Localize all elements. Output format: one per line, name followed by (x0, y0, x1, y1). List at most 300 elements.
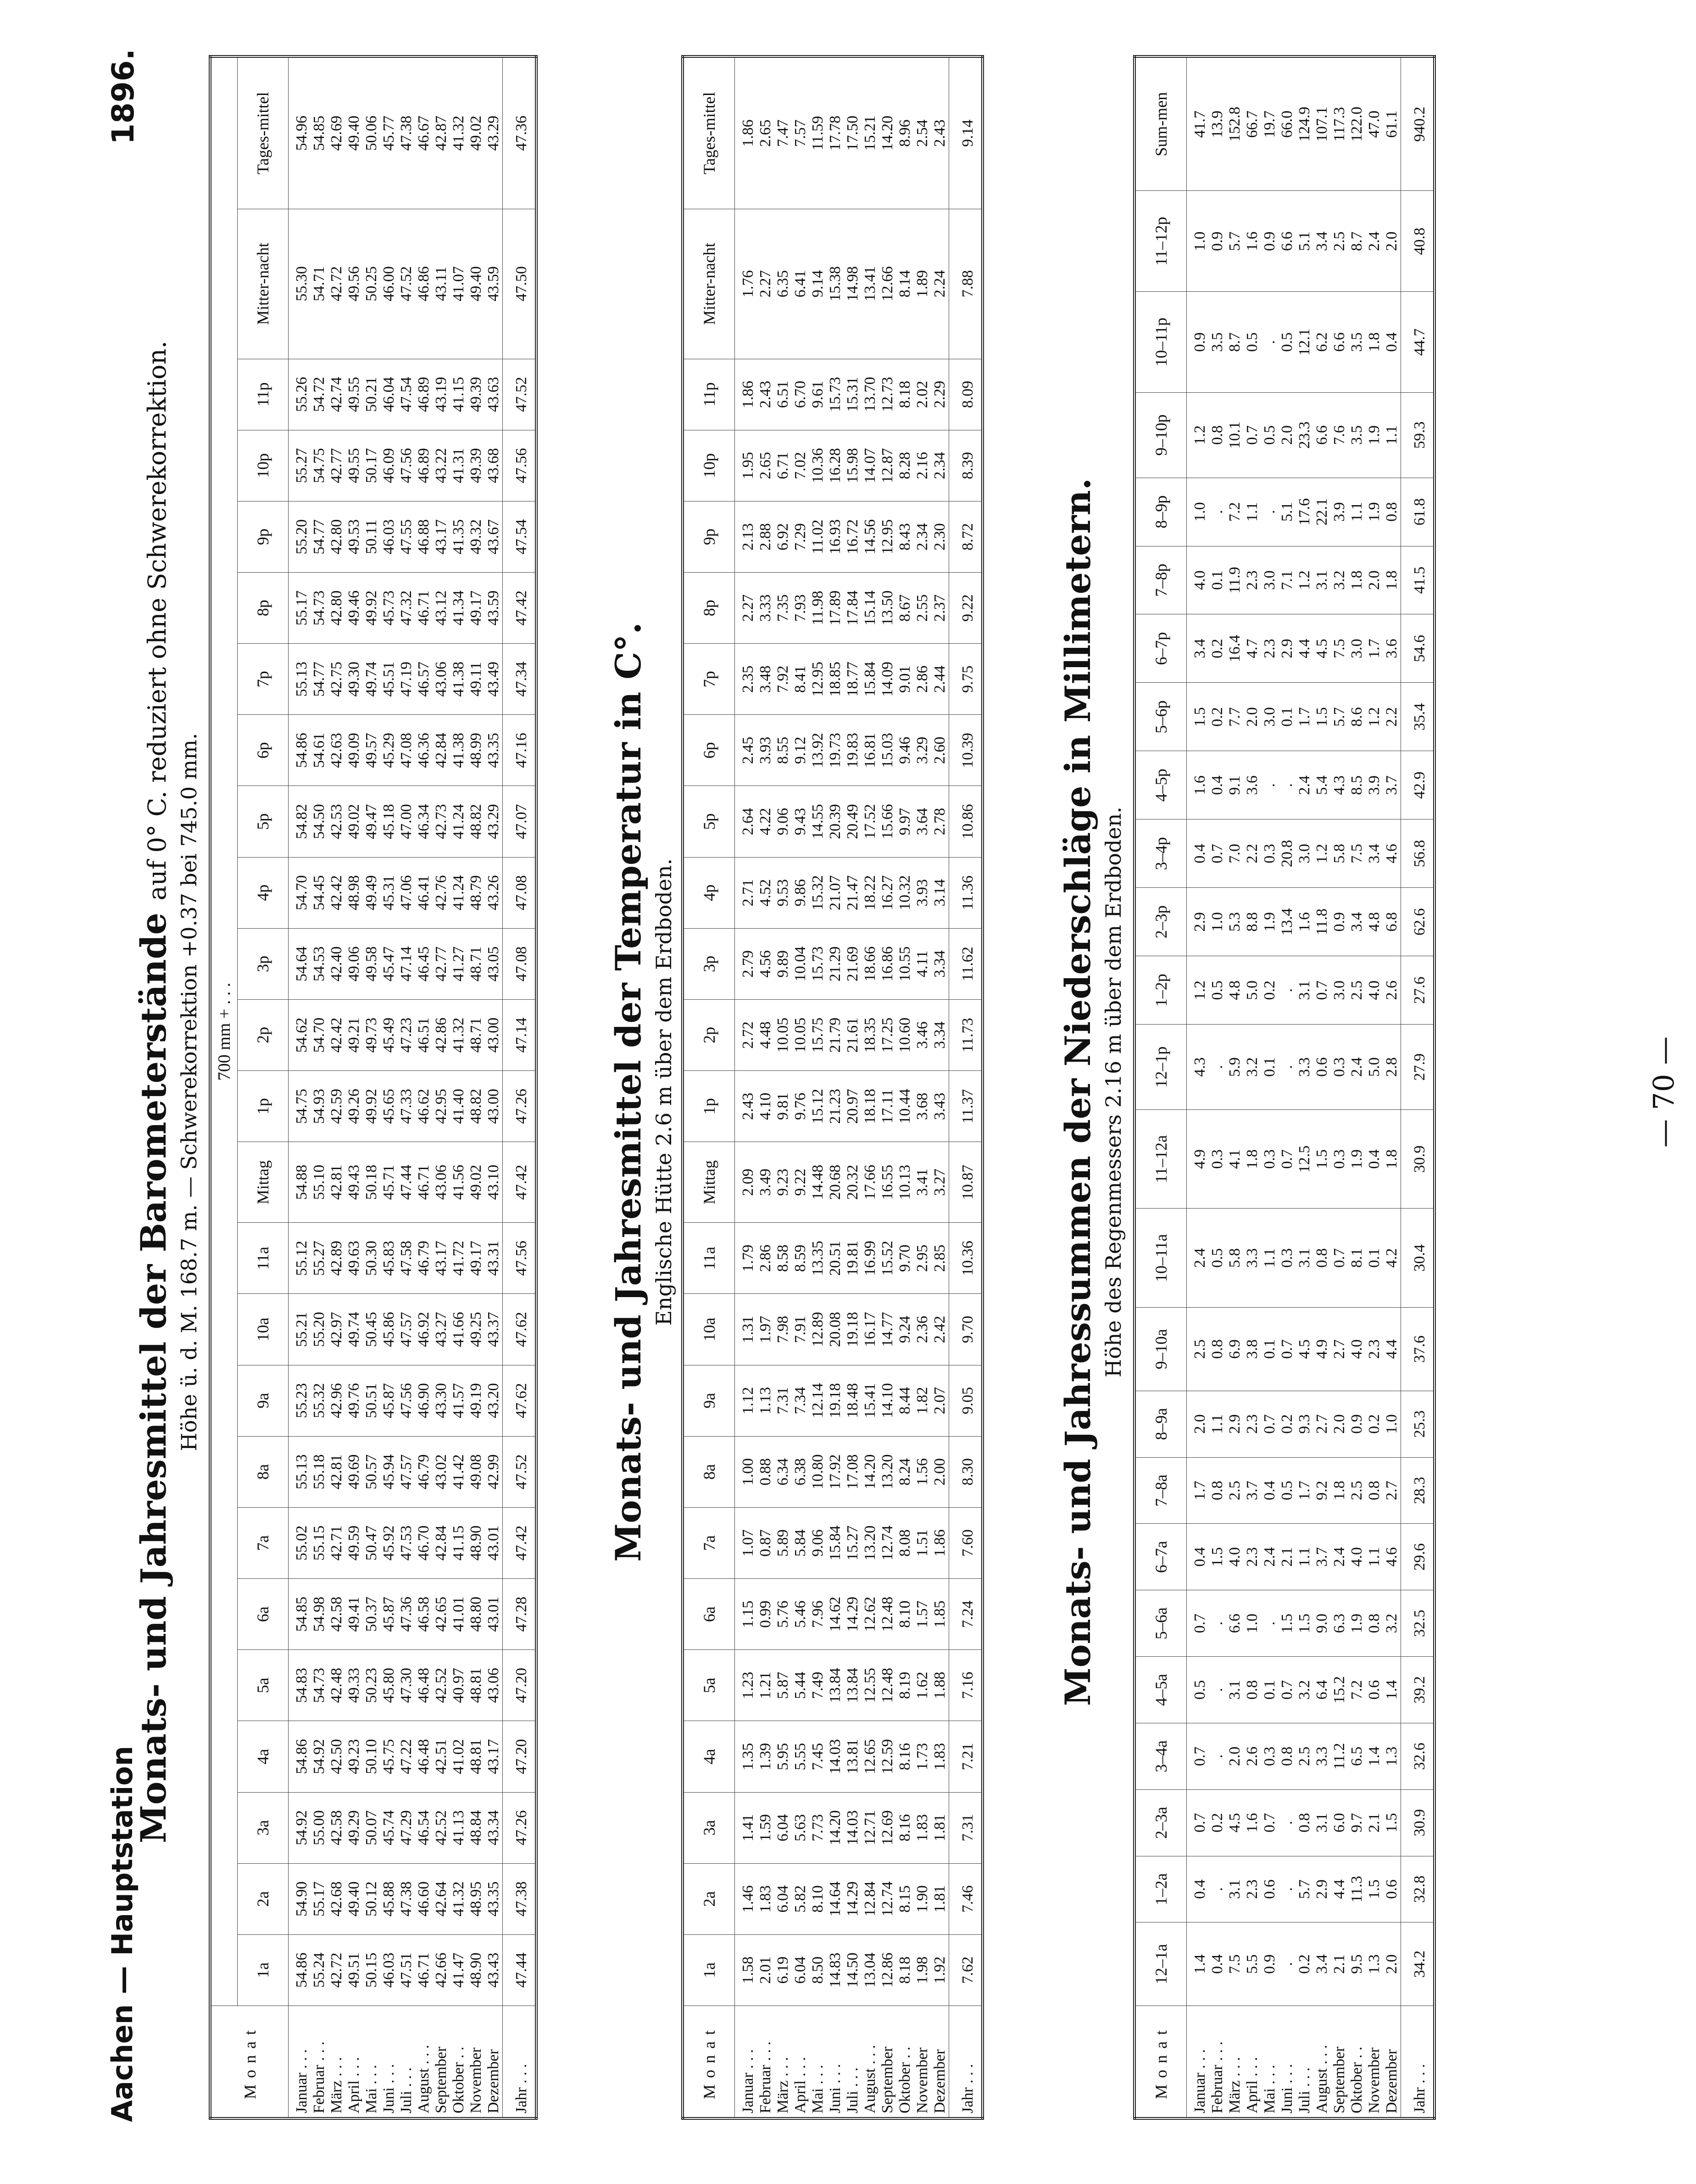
value-cell: 5.82 (792, 1863, 809, 1934)
month-label: Juni . . . (380, 2006, 398, 2119)
value-cell: 8.8 (1244, 888, 1261, 956)
col-header: 7–8p (1134, 546, 1187, 614)
value-cell: 1.21 (757, 1650, 774, 1721)
value-cell: 45.92 (380, 1507, 398, 1578)
value-cell: 2.88 (757, 501, 774, 572)
value-cell: 42.77 (328, 430, 345, 501)
value-cell: 2.86 (757, 1223, 774, 1294)
value-cell: 12.74 (879, 1863, 896, 1934)
value-cell: 7.49 (809, 1650, 827, 1721)
year-value-cell: 37.6 (1401, 1308, 1435, 1391)
value-cell: 1.83 (914, 1792, 931, 1863)
value-cell: 12.48 (879, 1650, 896, 1721)
year-value-cell: 28.3 (1401, 1457, 1435, 1524)
table-row (1383, 56, 1401, 2118)
value-cell: 48.81 (467, 1650, 485, 1721)
value-cell: 2.45 (735, 715, 757, 786)
value-cell: 12.65 (862, 1721, 879, 1792)
month-label: Mai . . . (363, 2006, 380, 2119)
value-cell: 46.79 (415, 1436, 433, 1507)
value-cell: 48.90 (467, 1507, 485, 1578)
value-cell: 11.8 (1313, 888, 1331, 956)
value-cell: 8.41 (792, 644, 809, 715)
col-header: 8p (238, 573, 289, 644)
year-label: 1896. (106, 49, 141, 145)
value-cell: 8.50 (809, 1934, 827, 2006)
value-cell: 2.3 (1261, 614, 1279, 683)
value-cell: 0.8 (1209, 392, 1226, 478)
value-cell: 49.55 (345, 359, 363, 430)
value-cell: 48.80 (467, 1579, 485, 1650)
value-cell: 2.64 (735, 786, 757, 857)
value-cell: 49.55 (345, 430, 363, 501)
col-header: 4a (238, 1721, 289, 1792)
value-cell: 2.35 (735, 644, 757, 715)
value-cell: 0.8 (1366, 1590, 1383, 1657)
value-cell: 11.9 (1226, 546, 1244, 614)
table-row (757, 56, 774, 2118)
value-cell: 50.12 (363, 1863, 380, 1934)
year-value-cell: 41.5 (1401, 546, 1435, 614)
col-header: 3a (683, 1792, 735, 1863)
col-header: 3p (683, 928, 735, 999)
value-cell: 1.88 (931, 1650, 949, 1721)
value-cell: 0.1 (1261, 1308, 1279, 1391)
month-label: April . . . (345, 2006, 363, 2119)
value-cell: 16.86 (879, 928, 896, 999)
value-cell: 0.1 (1209, 546, 1226, 614)
value-cell: 1.12 (735, 1365, 757, 1436)
value-cell: 9.81 (774, 1071, 792, 1142)
value-cell: 41.32 (450, 999, 467, 1070)
value-cell: 0.5 (1261, 392, 1279, 478)
value-cell: 43.17 (485, 1721, 503, 1792)
value-cell: 10.13 (896, 1142, 914, 1223)
value-cell: 0.7 (1261, 1391, 1279, 1457)
value-cell: 8.43 (896, 501, 914, 572)
value-cell: 20.68 (827, 1142, 844, 1223)
value-cell: 13.20 (862, 1507, 879, 1578)
col-header: 5p (683, 786, 735, 857)
value-cell: 54.90 (289, 1863, 311, 1934)
value-cell: 0.8 (1209, 1457, 1226, 1524)
value-cell: 50.11 (363, 501, 380, 572)
value-cell: 10.36 (809, 430, 827, 501)
value-cell: 11.59 (809, 56, 827, 209)
value-cell: 3.9 (1331, 478, 1348, 546)
value-cell: 50.21 (363, 359, 380, 430)
value-cell: 1.5 (1313, 683, 1331, 751)
value-cell: 46.67 (415, 56, 433, 209)
value-cell: 43.17 (433, 1223, 450, 1294)
value-cell: 1.58 (735, 1934, 757, 2006)
value-cell: 19.83 (844, 715, 862, 786)
value-cell: 47.38 (398, 56, 415, 209)
value-cell: . (1279, 751, 1296, 819)
value-cell: 3.1 (1296, 956, 1313, 1025)
value-cell: 43.06 (485, 1650, 503, 1721)
value-cell: 13.41 (862, 209, 879, 359)
col-header: 11p (238, 359, 289, 430)
value-cell: 6.04 (774, 1792, 792, 1863)
value-cell: 49.02 (345, 786, 363, 857)
value-cell: 41.15 (450, 359, 467, 430)
value-cell: 17.66 (862, 1142, 879, 1223)
month-label: November (1366, 2006, 1383, 2119)
value-cell: 42.77 (433, 928, 450, 999)
value-cell: 3.8 (1244, 1308, 1261, 1391)
value-cell: 3.7 (1383, 751, 1401, 819)
col-header: 8–9a (1134, 1391, 1187, 1457)
col-header: 1p (238, 1071, 289, 1142)
value-cell: 11.3 (1348, 1856, 1366, 1922)
value-cell: 17.50 (844, 56, 862, 209)
value-cell: 42.50 (328, 1721, 345, 1792)
value-cell: 49.63 (345, 1223, 363, 1294)
col-header: Mittag (238, 1142, 289, 1223)
year-value-cell: 32.8 (1401, 1856, 1435, 1922)
value-cell: 1.4 (1187, 1922, 1209, 2006)
value-cell: 8.55 (774, 715, 792, 786)
table-row (1313, 56, 1331, 2118)
value-cell: 0.3 (1209, 1109, 1226, 1209)
year-value-cell: 42.9 (1401, 751, 1435, 819)
value-cell: 49.11 (467, 644, 485, 715)
value-cell: 1.7 (1187, 1457, 1209, 1524)
value-cell: 15.31 (844, 359, 862, 430)
value-cell: 47.55 (398, 501, 415, 572)
value-cell: 41.38 (450, 715, 467, 786)
value-cell: 13.20 (879, 1436, 896, 1507)
col-header: 2a (238, 1863, 289, 1934)
value-cell: 7.5 (1226, 1922, 1244, 2006)
value-cell: 4.9 (1187, 1109, 1209, 1209)
value-cell: 42.96 (328, 1365, 345, 1436)
table-row (345, 56, 363, 2118)
value-cell: 45.71 (380, 1142, 398, 1223)
col-header: 7–8a (1134, 1457, 1187, 1524)
table-row (914, 56, 931, 2118)
table-row (1261, 56, 1279, 2118)
value-cell: 54.96 (289, 56, 311, 209)
value-cell: 4.10 (757, 1071, 774, 1142)
value-cell: 0.4 (1383, 292, 1401, 393)
value-cell: 15.75 (809, 999, 827, 1070)
value-cell: 50.30 (363, 1223, 380, 1294)
value-cell: 54.62 (289, 999, 311, 1070)
table-row (1331, 56, 1348, 2118)
value-cell: 9.14 (809, 209, 827, 359)
value-cell: 1.6 (1296, 888, 1313, 956)
value-cell: 14.55 (809, 786, 827, 857)
value-cell: 43.63 (485, 359, 503, 430)
value-cell: 7.45 (809, 1721, 827, 1792)
value-cell: 50.23 (363, 1650, 380, 1721)
value-cell: 6.6 (1313, 392, 1331, 478)
value-cell: 3.4 (1348, 888, 1366, 956)
value-cell: 2.5 (1331, 191, 1348, 292)
value-cell: 55.13 (289, 644, 311, 715)
value-cell: 9.43 (792, 786, 809, 857)
value-cell: 9.0 (1313, 1590, 1331, 1657)
value-cell: 4.8 (1226, 956, 1244, 1025)
value-cell: 41.56 (450, 1142, 467, 1223)
year-value-cell: 47.26 (503, 1792, 537, 1863)
col-header: 9–10a (1134, 1308, 1187, 1391)
value-cell: 8.24 (896, 1436, 914, 1507)
year-value-cell: 35.4 (1401, 683, 1435, 751)
value-cell: 46.71 (415, 1934, 433, 2006)
value-cell: 42.87 (433, 56, 450, 209)
year-value-cell: 27.6 (1401, 956, 1435, 1025)
value-cell: 4.52 (757, 857, 774, 928)
value-cell: 42.72 (328, 209, 345, 359)
value-cell: 3.2 (1383, 1590, 1401, 1657)
year-value-cell: 8.39 (949, 430, 983, 501)
value-cell: . (1261, 751, 1279, 819)
value-cell: 6.4 (1313, 1657, 1331, 1723)
value-cell: 0.9 (1331, 888, 1348, 956)
value-cell: . (1279, 1789, 1296, 1856)
month-label: August . . . (862, 2006, 879, 2119)
value-cell: 2.4 (1366, 191, 1383, 292)
col-header: 11–12a (1134, 1109, 1187, 1209)
value-cell: 3.93 (914, 857, 931, 928)
value-cell: 0.6 (1383, 1856, 1401, 1922)
value-cell: 5.1 (1296, 191, 1313, 292)
value-cell: 19.7 (1261, 56, 1279, 191)
value-cell: 46.51 (415, 999, 433, 1070)
value-cell: 41.02 (450, 1721, 467, 1792)
value-cell: 14.64 (827, 1863, 844, 1934)
value-cell: 47.08 (398, 715, 415, 786)
value-cell: 9.70 (896, 1223, 914, 1294)
table-row (879, 56, 896, 2118)
value-cell: 3.34 (931, 928, 949, 999)
value-cell: 48.81 (467, 1721, 485, 1792)
value-cell: 4.5 (1313, 614, 1331, 683)
value-cell: 117.3 (1331, 56, 1348, 191)
col-header: 4p (238, 857, 289, 928)
month-label: Mai . . . (809, 2006, 827, 2119)
value-cell: 15.73 (827, 359, 844, 430)
value-cell: 0.5 (1209, 956, 1226, 1025)
value-cell: 16.72 (844, 501, 862, 572)
value-cell: 1.31 (735, 1294, 757, 1365)
year-row (1401, 56, 1435, 2118)
value-cell: 54.61 (311, 715, 328, 786)
value-cell: 0.2 (1209, 683, 1226, 751)
value-cell: 42.71 (328, 1507, 345, 1578)
value-cell: 0.1 (1261, 1025, 1279, 1110)
value-cell: 0.6 (1261, 1856, 1279, 1922)
col-header: 6a (683, 1579, 735, 1650)
year-value-cell: 47.50 (503, 209, 537, 359)
value-cell: 50.25 (363, 209, 380, 359)
value-cell: 7.91 (792, 1294, 809, 1365)
table-row (363, 56, 380, 2118)
value-cell: 43.00 (485, 999, 503, 1070)
value-cell: 47.30 (398, 1650, 415, 1721)
value-cell: 3.0 (1331, 956, 1348, 1025)
value-cell: 1.8 (1383, 546, 1401, 614)
value-cell: 6.35 (774, 209, 792, 359)
value-cell: 50.47 (363, 1507, 380, 1578)
value-cell: 8.96 (896, 56, 914, 209)
value-cell: 49.17 (467, 1223, 485, 1294)
value-cell: 0.2 (1209, 614, 1226, 683)
value-cell: 1.76 (735, 209, 757, 359)
temperature-table (681, 55, 984, 2120)
value-cell: 47.19 (398, 644, 415, 715)
value-cell: 15.03 (879, 715, 896, 786)
value-cell: 1.6 (1244, 1789, 1261, 1856)
value-cell: 1.5 (1313, 1109, 1331, 1209)
year-value-cell: 47.08 (503, 928, 537, 999)
value-cell: 14.98 (844, 209, 862, 359)
year-value-cell: 7.24 (949, 1579, 983, 1650)
value-cell: 55.26 (289, 359, 311, 430)
value-cell: 2.9 (1313, 1856, 1331, 1922)
value-cell: 45.77 (380, 56, 398, 209)
year-value-cell: 7.62 (949, 1934, 983, 2006)
value-cell: 54.75 (289, 1071, 311, 1142)
value-cell: 5.7 (1331, 683, 1348, 751)
table-row (735, 56, 757, 2118)
value-cell: 42.89 (328, 1223, 345, 1294)
value-cell: 12.62 (862, 1579, 879, 1650)
value-cell: 43.05 (485, 928, 503, 999)
value-cell: 2.7 (1383, 1457, 1401, 1524)
year-value-cell: 47.36 (503, 56, 537, 209)
value-cell: 42.84 (433, 1507, 450, 1578)
value-cell: 45.86 (380, 1294, 398, 1365)
value-cell: 1.57 (914, 1579, 931, 1650)
value-cell: 10.44 (896, 1071, 914, 1142)
value-cell: 12.95 (809, 644, 827, 715)
value-cell: 1.41 (735, 1792, 757, 1863)
value-cell: 47.56 (398, 1365, 415, 1436)
value-cell: 1.85 (931, 1579, 949, 1650)
col-header: 2–3p (1134, 888, 1187, 956)
value-cell: 48.84 (467, 1792, 485, 1863)
col-header: 12–1a (1134, 1922, 1187, 2006)
value-cell: 1.86 (735, 56, 757, 209)
value-cell: 2.13 (735, 501, 757, 572)
value-cell: 54.82 (289, 786, 311, 857)
month-label: August . . . (1313, 2006, 1331, 2119)
value-cell: 1.81 (931, 1792, 949, 1863)
value-cell: 14.03 (827, 1721, 844, 1792)
value-cell: 18.22 (862, 857, 879, 928)
year-value-cell: 7.16 (949, 1650, 983, 1721)
value-cell: 2.95 (914, 1223, 931, 1294)
col-header: 5–6a (1134, 1590, 1187, 1657)
year-value-cell: 47.42 (503, 1142, 537, 1223)
value-cell: 47.00 (398, 786, 415, 857)
value-cell: 49.02 (467, 56, 485, 209)
value-cell: 21.07 (827, 857, 844, 928)
value-cell: 14.09 (879, 644, 896, 715)
value-cell: 2.71 (735, 857, 757, 928)
value-cell: 54.70 (311, 999, 328, 1070)
value-cell: 42.58 (328, 1579, 345, 1650)
value-cell: 1.4 (1366, 1723, 1383, 1789)
value-cell: 8.18 (896, 359, 914, 430)
value-cell: 17.6 (1296, 478, 1313, 546)
year-value-cell: 47.62 (503, 1294, 537, 1365)
value-cell: 48.98 (345, 857, 363, 928)
value-cell: 11.2 (1331, 1723, 1348, 1789)
value-cell: 9.86 (792, 857, 809, 928)
value-cell: 42.84 (433, 715, 450, 786)
value-cell: 0.4 (1187, 1524, 1209, 1590)
year-value-cell: 940.2 (1401, 56, 1435, 191)
value-cell: 7.35 (774, 573, 792, 644)
value-cell: 0.9 (1348, 1391, 1366, 1457)
value-cell: 49.39 (467, 359, 485, 430)
value-cell: 10.55 (896, 928, 914, 999)
table-row (931, 56, 949, 2118)
month-label: Oktober . . (450, 2006, 467, 2119)
value-cell: 0.3 (1331, 1025, 1348, 1110)
value-cell: 1.8 (1244, 1109, 1261, 1209)
value-cell: 50.45 (363, 1294, 380, 1365)
value-cell: 6.71 (774, 430, 792, 501)
value-cell: 46.09 (380, 430, 398, 501)
value-cell: 13.84 (827, 1650, 844, 1721)
year-value-cell: 9.05 (949, 1365, 983, 1436)
value-cell: 5.9 (1226, 1025, 1244, 1110)
value-cell: 3.68 (914, 1071, 931, 1142)
value-cell: 17.84 (844, 573, 862, 644)
value-cell: 4.6 (1383, 1524, 1401, 1590)
col-header: 11–12p (1134, 191, 1187, 292)
col-header: 9p (683, 501, 735, 572)
value-cell: 43.19 (433, 359, 450, 430)
value-cell: 41.47 (450, 1934, 467, 2006)
value-cell: 5.7 (1226, 191, 1244, 292)
value-cell: 12.89 (809, 1294, 827, 1365)
value-cell: 1.7 (1366, 614, 1383, 683)
value-cell: 5.0 (1244, 956, 1261, 1025)
unit-note: 700 mm + . . . (210, 56, 238, 2006)
value-cell: 0.7 (1244, 392, 1261, 478)
value-cell: 21.79 (827, 999, 844, 1070)
value-cell: 2.02 (914, 359, 931, 430)
col-header: 10–11a (1134, 1209, 1187, 1308)
year-value-cell: 7.46 (949, 1863, 983, 1934)
value-cell: 46.58 (415, 1579, 433, 1650)
value-cell: 7.57 (792, 56, 809, 209)
value-cell: 49.25 (467, 1294, 485, 1365)
value-cell: 13.84 (844, 1650, 862, 1721)
value-cell: 43.68 (485, 430, 503, 501)
value-cell: 5.3 (1226, 888, 1244, 956)
value-cell: 45.49 (380, 999, 398, 1070)
value-cell: 15.73 (809, 928, 827, 999)
value-cell: 2.65 (757, 430, 774, 501)
col-header: 7p (683, 644, 735, 715)
value-cell: 12.73 (879, 359, 896, 430)
value-cell: 3.2 (1296, 1657, 1313, 1723)
value-cell: 3.4 (1313, 191, 1331, 292)
value-cell: 15.84 (827, 1507, 844, 1578)
col-header: 10a (238, 1294, 289, 1365)
value-cell: 9.06 (809, 1507, 827, 1578)
value-cell: 47.29 (398, 1792, 415, 1863)
value-cell: 4.0 (1226, 1524, 1244, 1590)
